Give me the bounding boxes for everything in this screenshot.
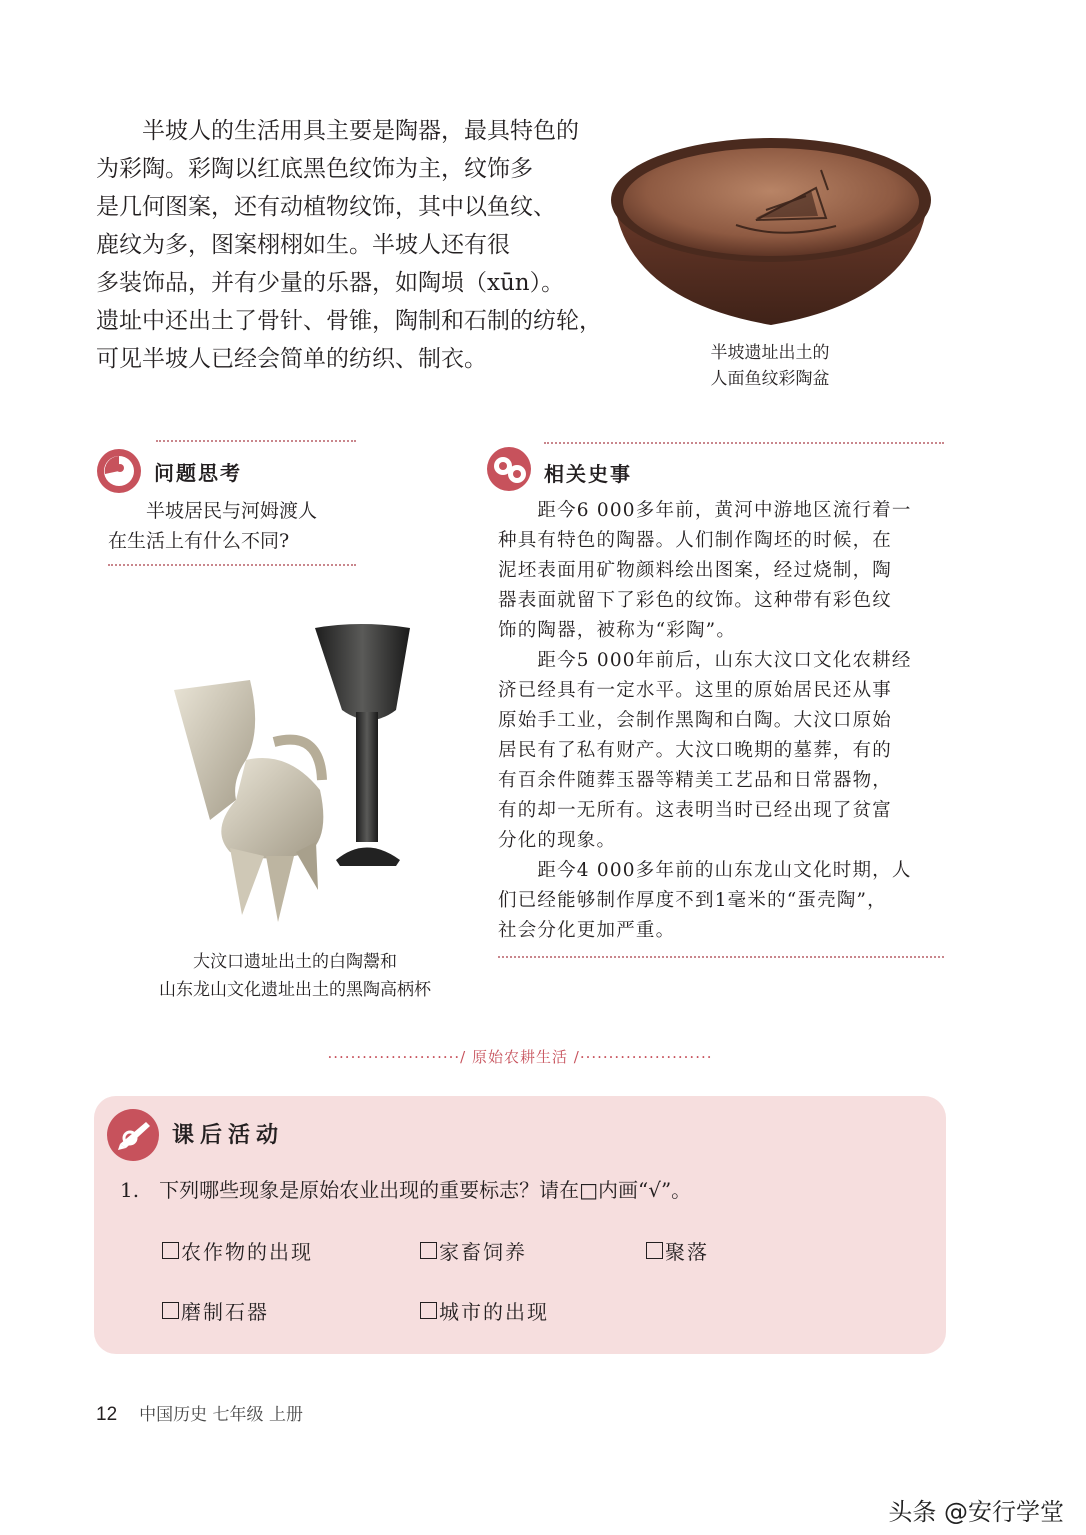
related-line: 距今5 000年前后，山东大汶口文化农耕经	[498, 650, 912, 671]
option-crops[interactable]	[162, 1236, 313, 1265]
painted-pottery-bowl-photo	[606, 130, 936, 330]
related-icon	[486, 446, 532, 492]
think-title: 问题思考	[154, 461, 242, 485]
checkbox[interactable]	[162, 1302, 179, 1319]
activity-icon	[106, 1108, 160, 1162]
page-number: 12	[96, 1404, 118, 1425]
paragraph-line: 半坡人的生活用具主要是陶器，最具特色的	[96, 118, 579, 144]
book-title: 中国历史 七年级 上册	[139, 1405, 303, 1425]
option-label: 农作物的出现	[181, 1240, 313, 1264]
activity-title: 课后活动	[172, 1123, 285, 1148]
checkbox[interactable]	[646, 1242, 663, 1259]
related-line: 们已经能够制作厚度不到1毫米的“蛋壳陶”，	[498, 890, 887, 911]
related-line: 居民有了私有财产。大汶口晚期的墓葬，有的	[498, 740, 893, 761]
caption-line: 人面鱼纹彩陶盆	[710, 369, 830, 389]
bowl-caption	[640, 340, 900, 392]
related-line: 济已经具有一定水平。这里的原始居民还从事	[498, 680, 893, 701]
activity-question: 1. 下列哪些现象是原始农业出现的重要标志？请在□内画“√”。	[120, 1178, 692, 1202]
related-body	[498, 496, 948, 946]
related-line: 饰的陶器，被称为“彩陶”。	[498, 620, 737, 641]
dotted-divider	[498, 956, 944, 958]
related-line: 有百余件随葬玉器等精美工艺品和日常器物，	[498, 770, 893, 791]
checkbox[interactable]	[420, 1242, 437, 1259]
main-paragraph	[96, 112, 656, 378]
think-body	[108, 496, 368, 556]
related-line: 器表面就留下了彩色的纹饰。这种带有彩色纹	[498, 590, 893, 611]
white-pottery-and-black-cup-photo	[170, 620, 420, 940]
option-cities[interactable]	[420, 1296, 549, 1325]
paragraph-line: 遗址中还出土了骨针、骨锥，陶制和石制的纺轮，	[96, 308, 602, 334]
think-icon	[96, 448, 142, 494]
watermark: 头条 @安行学堂	[888, 1498, 1064, 1526]
option-label: 城市的出现	[439, 1300, 549, 1324]
think-line: 半坡居民与河姆渡人	[108, 500, 318, 522]
option-label: 磨制石器	[181, 1300, 269, 1324]
caption-line: 半坡遗址出土的	[710, 343, 830, 363]
option-polished-stone-tools[interactable]	[162, 1296, 269, 1325]
vessels-caption	[130, 948, 460, 1004]
caption-line: 大汶口遗址出土的白陶鬶和	[193, 952, 397, 972]
running-head-text: / 原始农耕生活 /	[460, 1048, 580, 1066]
related-line: 原始手工业，会制作黑陶和白陶。大汶口原始	[498, 710, 893, 731]
caption-line: 山东龙山文化遗址出土的黑陶高柄杯	[159, 980, 431, 1000]
paragraph-line: 为彩陶。彩陶以红底黑色纹饰为主，纹饰多	[96, 156, 533, 182]
paragraph-line: 是几何图案，还有动植物纹饰，其中以鱼纹、	[96, 194, 556, 220]
paragraph-line: 多装饰品，并有少量的乐器，如陶埙（xūn）。	[96, 270, 565, 296]
related-line: 社会分化更加严重。	[498, 920, 676, 941]
related-line: 分化的现象。	[498, 830, 617, 851]
dotted-divider	[156, 440, 356, 442]
dotted-divider	[544, 442, 944, 444]
option-label: 家畜饲养	[439, 1240, 527, 1264]
option-label: 聚落	[665, 1240, 709, 1264]
related-title: 相关史事	[544, 462, 632, 486]
related-line: 泥坯表面用矿物颜料绘出图案，经过烧制，陶	[498, 560, 893, 581]
related-line: 距今4 000多年前的山东龙山文化时期，人	[498, 860, 912, 881]
dotted-divider	[108, 564, 356, 566]
page-footer	[96, 1400, 303, 1426]
checkbox[interactable]	[162, 1242, 179, 1259]
paragraph-line: 鹿纹为多，图案栩栩如生。半坡人还有很	[96, 232, 510, 258]
running-head: ·······················/ 原始农耕生活 /·······················	[327, 1048, 713, 1066]
option-livestock[interactable]	[420, 1236, 527, 1265]
option-settlement[interactable]	[646, 1236, 709, 1265]
related-line: 距今6 000多年前，黄河中游地区流行着一	[498, 500, 912, 521]
checkbox[interactable]	[420, 1302, 437, 1319]
related-line: 有的却一无所有。这表明当时已经出现了贫富	[498, 800, 893, 821]
related-line: 种具有特色的陶器。人们制作陶坯的时候，在	[498, 530, 893, 551]
paragraph-line: 可见半坡人已经会简单的纺织、制衣。	[96, 346, 487, 372]
think-line: 在生活上有什么不同?	[108, 530, 290, 552]
